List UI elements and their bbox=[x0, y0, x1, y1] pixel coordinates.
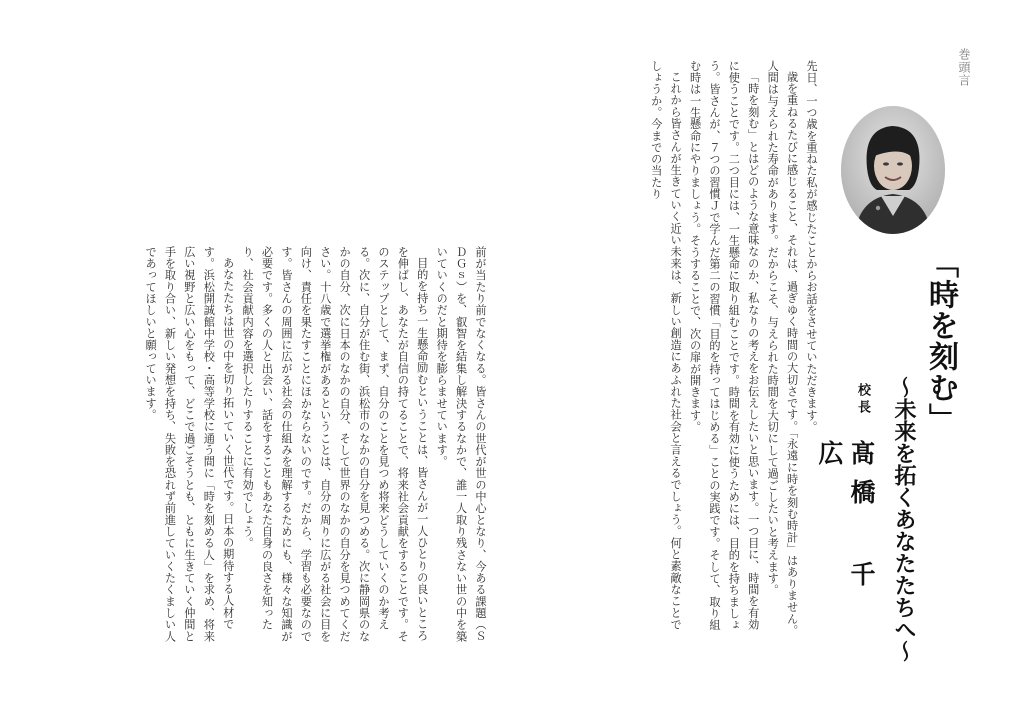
paragraph: 先日、一つ歳を重ねた私が感じたことからお話をさせていただきます。 bbox=[805, 60, 818, 433]
section-tag: 巻頭言 bbox=[957, 48, 971, 87]
paragraph: あなたたちは世の中を切り拓いていく世代です。日本の期待する人材です。浜松開誠館中学校・高等学校に通う間に「時を刻める人」を求め、将来広い視野と広い心をもって、どこで過ごそうとも、ともに生きていく仲間と手を取り合い、新しい発想を持ち、失敗を恐れず前進していくたくましい人であってほしいと願っています。 bbox=[144, 246, 235, 643]
paragraph: 前が当たり前でなくなる。皆さんの世代が世の中心となり、今ある課題（ＳＤＧｓ）を、叡智を結集し解決するなかで、誰一人取り残さない世の中を築いていくのだと期待を膨らませています。 bbox=[435, 246, 487, 643]
portrait-image bbox=[841, 106, 945, 234]
body-column-right bbox=[566, 60, 821, 640]
paragraph: 目的を持ち一生懸命励むということは、皆さんが一人ひとりの良いところを伸ばし、あなたが自信の持てることで、将来社会貢献をすることです。そのステップとして、まず、自分のことを見つめ将来どうしていくのか考える。次に、自分が住む街、浜松市のなかの自分を見つめる。次に静岡県のなかの自分、次に日本のなかの自分、そして世界のなかの自分を見つめてください。十八歳で選挙権があるということは、自分の周りに広がる社会に目を向け、責任を果たすことにほかならないのです。だから、学習も必要なのです。皆さんの周囲に広がる社会の仕組みを理解するためにも、様々な知識が必要です。多くの人と出会い、話をすることもあなた自身の良さを知ったり、社会貢献内容を選択したりすることに有効でしょう。 bbox=[241, 246, 429, 643]
article-subtitle: 〜未来を拓くあなたたちへ〜 bbox=[891, 376, 916, 662]
paragraph: これから皆さんが生きていく近い未来は、新しい創造にあふれた社会と言えるでしょう。何と素敵なことでしょうか。今までの当たり bbox=[649, 60, 683, 631]
author-role: 校長 bbox=[855, 383, 870, 417]
body-column-left bbox=[60, 246, 490, 646]
paragraph: 「時を刻む」とはどのような意味なのか、私なりの考えをお伝えしたいと思います。一つ目に、時間を有効に使うことです。二つ目には、一生懸命に取り組むことです。時間を有効に使うためには、目的を持ちましょう。皆さんが、７つの習慣Ｊで学んだ第二の習慣「目的を持ってはじめる」ことの実践です。そして、取り組む時は一生懸命にやりましょう。そうすることで、次の扉が開きます。 bbox=[688, 60, 760, 631]
author-name: 髙橋 千広 bbox=[815, 440, 876, 600]
principal-portrait bbox=[841, 106, 945, 234]
article-title: 「時を刻む」 bbox=[923, 248, 958, 434]
paragraph: 歳を重ねるたびに感じること、それは、過ぎゆく時間の大切さです。「永遠に時を刻む時計」はありません。人間は与えられた寿命があります。だからこそ、与えられた時間を大切にして過ごしたいと考えます。 bbox=[766, 60, 799, 637]
